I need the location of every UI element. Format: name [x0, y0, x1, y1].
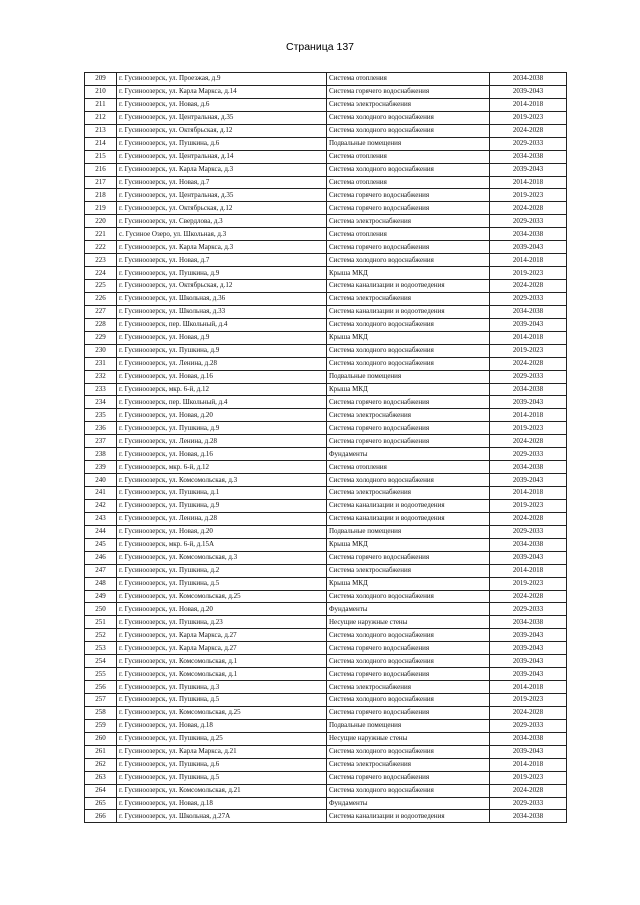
- period-cell: 2029-2033: [490, 719, 567, 732]
- system-cell: Система холодного водоснабжения: [327, 318, 490, 331]
- table-row: [85, 344, 567, 357]
- period-cell: 2024-2028: [490, 124, 567, 137]
- period-cell: 2019-2023: [490, 771, 567, 784]
- table-row: [85, 176, 567, 189]
- system-cell: Система горячего водоснабжения: [327, 668, 490, 681]
- period-cell: 2039-2043: [490, 745, 567, 758]
- period-cell: 2029-2033: [490, 215, 567, 228]
- period-cell: 2034-2038: [490, 538, 567, 551]
- system-cell: Система отопления: [327, 228, 490, 241]
- address-cell: г. Гусиноозерск, ул. Пушкина, д.3: [117, 681, 327, 694]
- table-row: [85, 73, 567, 86]
- table-row: [85, 150, 567, 163]
- period-cell: 2014-2018: [490, 176, 567, 189]
- row-number: 261: [85, 745, 117, 758]
- address-cell: г. Гусиноозерск, ул. Комсомольская, д.1: [117, 668, 327, 681]
- address-cell: г. Гусиноозерск, ул. Центральная, д.35: [117, 111, 327, 124]
- system-cell: Фундаменты: [327, 797, 490, 810]
- system-cell: Система электроснабжения: [327, 758, 490, 771]
- period-cell: 2024-2028: [490, 512, 567, 525]
- row-number: 265: [85, 797, 117, 810]
- row-number: 241: [85, 487, 117, 500]
- address-cell: г. Гусиноозерск, ул. Проезжая, д.9: [117, 73, 327, 86]
- row-number: 211: [85, 98, 117, 111]
- system-cell: Подвальные помещения: [327, 719, 490, 732]
- period-cell: 2039-2043: [490, 668, 567, 681]
- address-cell: г. Гусиноозерск, мкр. 6-й, д.12: [117, 383, 327, 396]
- system-cell: Система канализации и водоотведения: [327, 810, 490, 823]
- address-cell: г. Гусиноозерск, ул. Новая, д.16: [117, 370, 327, 383]
- period-cell: 2019-2023: [490, 189, 567, 202]
- row-number: 223: [85, 254, 117, 267]
- table-row: [85, 202, 567, 215]
- row-number: 218: [85, 189, 117, 202]
- period-cell: 2039-2043: [490, 551, 567, 564]
- row-number: 260: [85, 732, 117, 745]
- row-number: 238: [85, 448, 117, 461]
- row-number: 258: [85, 706, 117, 719]
- table-row: [85, 655, 567, 668]
- row-number: 243: [85, 512, 117, 525]
- system-cell: Система холодного водоснабжения: [327, 111, 490, 124]
- address-cell: г. Гусиноозерск, ул. Пушкина, д.5: [117, 771, 327, 784]
- period-cell: 2034-2038: [490, 305, 567, 318]
- system-cell: Система холодного водоснабжения: [327, 474, 490, 487]
- row-number: 215: [85, 150, 117, 163]
- table-row: [85, 694, 567, 707]
- row-number: 247: [85, 564, 117, 577]
- system-cell: Система горячего водоснабжения: [327, 642, 490, 655]
- row-number: 253: [85, 642, 117, 655]
- period-cell: 2029-2033: [490, 525, 567, 538]
- row-number: 219: [85, 202, 117, 215]
- system-cell: Крыша МКД: [327, 267, 490, 280]
- system-cell: Система холодного водоснабжения: [327, 344, 490, 357]
- table-row: [85, 163, 567, 176]
- period-cell: 2024-2028: [490, 706, 567, 719]
- period-cell: 2024-2028: [490, 435, 567, 448]
- address-cell: г. Гусиноозерск, ул. Карла Маркса, д.27: [117, 642, 327, 655]
- system-cell: Система холодного водоснабжения: [327, 357, 490, 370]
- row-number: 225: [85, 280, 117, 293]
- period-cell: 2024-2028: [490, 590, 567, 603]
- table-row: [85, 797, 567, 810]
- system-cell: Крыша МКД: [327, 577, 490, 590]
- address-cell: г. Гусиноозерск, ул. Центральная, д.14: [117, 150, 327, 163]
- row-number: 257: [85, 694, 117, 707]
- address-cell: г. Гусиноозерск, ул. Новая, д.20: [117, 525, 327, 538]
- address-cell: г. Гусиноозерск, ул. Комсомольская, д.21: [117, 784, 327, 797]
- address-cell: г. Гусиноозерск, ул. Новая, д.6: [117, 98, 327, 111]
- period-cell: 2024-2028: [490, 357, 567, 370]
- table-row: [85, 784, 567, 797]
- table-row: [85, 292, 567, 305]
- address-cell: г. Гусиноозерск, ул. Школьная, д.27А: [117, 810, 327, 823]
- address-cell: г. Гусиноозерск, ул. Комсомольская, д.3: [117, 474, 327, 487]
- system-cell: Система холодного водоснабжения: [327, 655, 490, 668]
- row-number: 217: [85, 176, 117, 189]
- row-number: 263: [85, 771, 117, 784]
- row-number: 222: [85, 241, 117, 254]
- row-number: 264: [85, 784, 117, 797]
- table-row: [85, 525, 567, 538]
- table-row: [85, 577, 567, 590]
- table-row: [85, 370, 567, 383]
- system-cell: Система горячего водоснабжения: [327, 189, 490, 202]
- address-cell: г. Гусиноозерск, ул. Пушкина, д.5: [117, 577, 327, 590]
- period-cell: 2029-2033: [490, 137, 567, 150]
- address-cell: г. Гусиноозерск, пер. Школьный, д.4: [117, 318, 327, 331]
- address-cell: г. Гусиноозерск, ул. Пушкина, д.2: [117, 564, 327, 577]
- table-row: [85, 124, 567, 137]
- address-cell: г. Гусиноозерск, ул. Карла Маркса, д.27: [117, 629, 327, 642]
- system-cell: Система электроснабжения: [327, 292, 490, 305]
- row-number: 224: [85, 267, 117, 280]
- period-cell: 2039-2043: [490, 163, 567, 176]
- row-number: 213: [85, 124, 117, 137]
- period-cell: 2034-2038: [490, 810, 567, 823]
- system-cell: Система горячего водоснабжения: [327, 551, 490, 564]
- period-cell: 2029-2033: [490, 603, 567, 616]
- address-cell: с. Гусиное Озеро, ул. Школьная, д.3: [117, 228, 327, 241]
- address-cell: г. Гусиноозерск, ул. Пушкина, д.5: [117, 694, 327, 707]
- table-row: [85, 512, 567, 525]
- row-number: 249: [85, 590, 117, 603]
- table-body: [85, 73, 567, 823]
- address-cell: г. Гусиноозерск, ул. Новая, д.9: [117, 331, 327, 344]
- system-cell: Система канализации и водоотведения: [327, 305, 490, 318]
- table-row: [85, 810, 567, 823]
- system-cell: Система отопления: [327, 73, 490, 86]
- address-cell: г. Гусиноозерск, ул. Пушкина, д.25: [117, 732, 327, 745]
- row-number: 266: [85, 810, 117, 823]
- period-cell: 2034-2038: [490, 73, 567, 86]
- system-cell: Система холодного водоснабжения: [327, 163, 490, 176]
- address-cell: г. Гусиноозерск, мкр. 6-й, д.15А: [117, 538, 327, 551]
- system-cell: Крыша МКД: [327, 331, 490, 344]
- address-cell: г. Гусиноозерск, ул. Пушкина, д.6: [117, 758, 327, 771]
- system-cell: Система электроснабжения: [327, 487, 490, 500]
- row-number: 228: [85, 318, 117, 331]
- address-cell: г. Гусиноозерск, ул. Новая, д.18: [117, 797, 327, 810]
- table-row: [85, 215, 567, 228]
- address-cell: г. Гусиноозерск, ул. Свердлова, д.3: [117, 215, 327, 228]
- row-number: 250: [85, 603, 117, 616]
- table-row: [85, 590, 567, 603]
- system-cell: Система холодного водоснабжения: [327, 694, 490, 707]
- table-row: [85, 228, 567, 241]
- table-row: [85, 551, 567, 564]
- table-row: [85, 616, 567, 629]
- system-cell: Система холодного водоснабжения: [327, 784, 490, 797]
- table-row: [85, 732, 567, 745]
- row-number: 235: [85, 409, 117, 422]
- period-cell: 2014-2018: [490, 758, 567, 771]
- address-cell: г. Гусиноозерск, ул. Октябрьская, д.12: [117, 202, 327, 215]
- table-row: [85, 745, 567, 758]
- system-cell: Система электроснабжения: [327, 215, 490, 228]
- table-row: [85, 280, 567, 293]
- row-number: 221: [85, 228, 117, 241]
- period-cell: 2034-2038: [490, 228, 567, 241]
- row-number: 255: [85, 668, 117, 681]
- system-cell: Подвальные помещения: [327, 370, 490, 383]
- system-cell: Подвальные помещения: [327, 525, 490, 538]
- period-cell: 2019-2023: [490, 422, 567, 435]
- system-cell: Система горячего водоснабжения: [327, 202, 490, 215]
- period-cell: 2024-2028: [490, 202, 567, 215]
- system-cell: Система горячего водоснабжения: [327, 706, 490, 719]
- table-row: [85, 771, 567, 784]
- address-cell: г. Гусиноозерск, ул. Октябрьская, д.12: [117, 124, 327, 137]
- address-cell: г. Гусиноозерск, ул. Пушкина, д.6: [117, 137, 327, 150]
- row-number: 212: [85, 111, 117, 124]
- address-cell: г. Гусиноозерск, ул. Пушкина, д.9: [117, 422, 327, 435]
- system-cell: Система горячего водоснабжения: [327, 241, 490, 254]
- table-row: [85, 487, 567, 500]
- system-cell: Система электроснабжения: [327, 564, 490, 577]
- row-number: 248: [85, 577, 117, 590]
- address-cell: г. Гусиноозерск, ул. Ленина, д.28: [117, 435, 327, 448]
- address-cell: г. Гусиноозерск, ул. Ленина, д.28: [117, 357, 327, 370]
- table-row: [85, 758, 567, 771]
- row-number: 230: [85, 344, 117, 357]
- table-row: [85, 318, 567, 331]
- table-row: [85, 305, 567, 318]
- system-cell: Система холодного водоснабжения: [327, 629, 490, 642]
- row-number: 254: [85, 655, 117, 668]
- period-cell: 2034-2038: [490, 461, 567, 474]
- address-cell: г. Гусиноозерск, ул. Комсомольская, д.25: [117, 590, 327, 603]
- address-cell: г. Гусиноозерск, ул. Новая, д.7: [117, 254, 327, 267]
- row-number: 262: [85, 758, 117, 771]
- address-cell: г. Гусиноозерск, пер. Школьный, д.4: [117, 396, 327, 409]
- system-cell: Система отопления: [327, 150, 490, 163]
- period-cell: 2014-2018: [490, 564, 567, 577]
- system-cell: Система канализации и водоотведения: [327, 280, 490, 293]
- row-number: 209: [85, 73, 117, 86]
- address-cell: г. Гусиноозерск, ул. Пушкина, д.9: [117, 499, 327, 512]
- row-number: 237: [85, 435, 117, 448]
- table-row: [85, 435, 567, 448]
- period-cell: 2019-2023: [490, 694, 567, 707]
- table-row: [85, 538, 567, 551]
- system-cell: Крыша МКД: [327, 383, 490, 396]
- table-row: [85, 409, 567, 422]
- address-cell: г. Гусиноозерск, ул. Октябрьская, д.12: [117, 280, 327, 293]
- period-cell: 2019-2023: [490, 499, 567, 512]
- table-row: [85, 422, 567, 435]
- row-number: 259: [85, 719, 117, 732]
- period-cell: 2039-2043: [490, 318, 567, 331]
- row-number: 252: [85, 629, 117, 642]
- row-number: 246: [85, 551, 117, 564]
- row-number: 216: [85, 163, 117, 176]
- row-number: 214: [85, 137, 117, 150]
- address-cell: г. Гусиноозерск, ул. Карла Маркса, д.21: [117, 745, 327, 758]
- address-cell: г. Гусиноозерск, ул. Пушкина, д.9: [117, 267, 327, 280]
- table-row: [85, 448, 567, 461]
- period-cell: 2029-2033: [490, 292, 567, 305]
- period-cell: 2019-2023: [490, 577, 567, 590]
- table-row: [85, 668, 567, 681]
- table-row: [85, 474, 567, 487]
- row-number: 240: [85, 474, 117, 487]
- period-cell: 2039-2043: [490, 474, 567, 487]
- address-cell: г. Гусиноозерск, мкр. 6-й, д.12: [117, 461, 327, 474]
- period-cell: 2019-2023: [490, 344, 567, 357]
- table-row: [85, 111, 567, 124]
- system-cell: Система холодного водоснабжения: [327, 254, 490, 267]
- period-cell: 2039-2043: [490, 642, 567, 655]
- address-cell: г. Гусиноозерск, ул. Центральная, д.35: [117, 189, 327, 202]
- system-cell: Система горячего водоснабжения: [327, 422, 490, 435]
- table-row: [85, 706, 567, 719]
- row-number: 232: [85, 370, 117, 383]
- period-cell: 2024-2028: [490, 784, 567, 797]
- table-row: [85, 85, 567, 98]
- table-row: [85, 137, 567, 150]
- address-cell: г. Гусиноозерск, ул. Школьная, д.36: [117, 292, 327, 305]
- row-number: 210: [85, 85, 117, 98]
- table-row: [85, 241, 567, 254]
- row-number: 245: [85, 538, 117, 551]
- period-cell: 2039-2043: [490, 396, 567, 409]
- table-row: [85, 564, 567, 577]
- table-row: [85, 499, 567, 512]
- page-title: Страница 137: [285, 41, 355, 53]
- table-row: [85, 603, 567, 616]
- system-cell: Система электроснабжения: [327, 98, 490, 111]
- period-cell: 2039-2043: [490, 85, 567, 98]
- row-number: 236: [85, 422, 117, 435]
- period-cell: 2039-2043: [490, 241, 567, 254]
- system-cell: Система холодного водоснабжения: [327, 745, 490, 758]
- period-cell: 2014-2018: [490, 254, 567, 267]
- row-number: 226: [85, 292, 117, 305]
- period-cell: 2019-2023: [490, 267, 567, 280]
- address-cell: г. Гусиноозерск, ул. Новая, д.16: [117, 448, 327, 461]
- system-cell: Система канализации и водоотведения: [327, 499, 490, 512]
- row-number: 229: [85, 331, 117, 344]
- table-row: [85, 267, 567, 280]
- row-number: 244: [85, 525, 117, 538]
- works-table: [84, 72, 567, 823]
- row-number: 233: [85, 383, 117, 396]
- period-cell: 2014-2018: [490, 681, 567, 694]
- period-cell: 2014-2018: [490, 331, 567, 344]
- table-row: [85, 461, 567, 474]
- period-cell: 2034-2038: [490, 732, 567, 745]
- address-cell: г. Гусиноозерск, ул. Новая, д.7: [117, 176, 327, 189]
- address-cell: г. Гусиноозерск, ул. Карла Маркса, д.14: [117, 85, 327, 98]
- row-number: 227: [85, 305, 117, 318]
- address-cell: г. Гусиноозерск, ул. Комсомольская, д.1: [117, 655, 327, 668]
- period-cell: 2014-2018: [490, 487, 567, 500]
- system-cell: Система канализации и водоотведения: [327, 512, 490, 525]
- row-number: 239: [85, 461, 117, 474]
- system-cell: Система электроснабжения: [327, 681, 490, 694]
- table-row: [85, 98, 567, 111]
- row-number: 256: [85, 681, 117, 694]
- period-cell: 2024-2028: [490, 280, 567, 293]
- system-cell: Система отопления: [327, 176, 490, 189]
- row-number: 231: [85, 357, 117, 370]
- address-cell: г. Гусиноозерск, ул. Комсомольская, д.25: [117, 706, 327, 719]
- table-row: [85, 383, 567, 396]
- address-cell: г. Гусиноозерск, ул. Пушкина, д.9: [117, 344, 327, 357]
- period-cell: 2034-2038: [490, 616, 567, 629]
- table-row: [85, 681, 567, 694]
- period-cell: 2039-2043: [490, 629, 567, 642]
- system-cell: Несущие наружные стены: [327, 732, 490, 745]
- address-cell: г. Гусиноозерск, ул. Комсомольская, д.3: [117, 551, 327, 564]
- table-row: [85, 719, 567, 732]
- period-cell: 2014-2018: [490, 409, 567, 422]
- address-cell: г. Гусиноозерск, ул. Ленина, д.28: [117, 512, 327, 525]
- system-cell: Система горячего водоснабжения: [327, 85, 490, 98]
- system-cell: Система горячего водоснабжения: [327, 771, 490, 784]
- period-cell: 2034-2038: [490, 383, 567, 396]
- system-cell: Система горячего водоснабжения: [327, 435, 490, 448]
- table-row: [85, 396, 567, 409]
- system-cell: Крыша МКД: [327, 538, 490, 551]
- table-row: [85, 331, 567, 344]
- system-cell: Система отопления: [327, 461, 490, 474]
- table-row: [85, 357, 567, 370]
- table-row: [85, 642, 567, 655]
- address-cell: г. Гусиноозерск, ул. Карла Маркса, д.3: [117, 241, 327, 254]
- address-cell: г. Гусиноозерск, ул. Карла Маркса, д.3: [117, 163, 327, 176]
- system-cell: Система холодного водоснабжения: [327, 590, 490, 603]
- system-cell: Система электроснабжения: [327, 409, 490, 422]
- period-cell: 2019-2023: [490, 111, 567, 124]
- table-row: [85, 254, 567, 267]
- row-number: 234: [85, 396, 117, 409]
- address-cell: г. Гусиноозерск, ул. Пушкина, д.1: [117, 487, 327, 500]
- system-cell: Система горячего водоснабжения: [327, 396, 490, 409]
- row-number: 220: [85, 215, 117, 228]
- period-cell: 2014-2018: [490, 98, 567, 111]
- address-cell: г. Гусиноозерск, ул. Школьная, д.33: [117, 305, 327, 318]
- system-cell: Подвальные помещения: [327, 137, 490, 150]
- period-cell: 2029-2033: [490, 797, 567, 810]
- address-cell: г. Гусиноозерск, ул. Новая, д.20: [117, 603, 327, 616]
- system-cell: Фундаменты: [327, 448, 490, 461]
- row-number: 242: [85, 499, 117, 512]
- row-number: 251: [85, 616, 117, 629]
- table-row: [85, 189, 567, 202]
- address-cell: г. Гусиноозерск, ул. Новая, д.18: [117, 719, 327, 732]
- period-cell: 2034-2038: [490, 150, 567, 163]
- period-cell: 2039-2043: [490, 655, 567, 668]
- system-cell: Фундаменты: [327, 603, 490, 616]
- address-cell: г. Гусиноозерск, ул. Пушкина, д.23: [117, 616, 327, 629]
- table-row: [85, 629, 567, 642]
- period-cell: 2029-2033: [490, 370, 567, 383]
- address-cell: г. Гусиноозерск, ул. Новая, д.20: [117, 409, 327, 422]
- period-cell: 2029-2033: [490, 448, 567, 461]
- system-cell: Несущие наружные стены: [327, 616, 490, 629]
- system-cell: Система холодного водоснабжения: [327, 124, 490, 137]
